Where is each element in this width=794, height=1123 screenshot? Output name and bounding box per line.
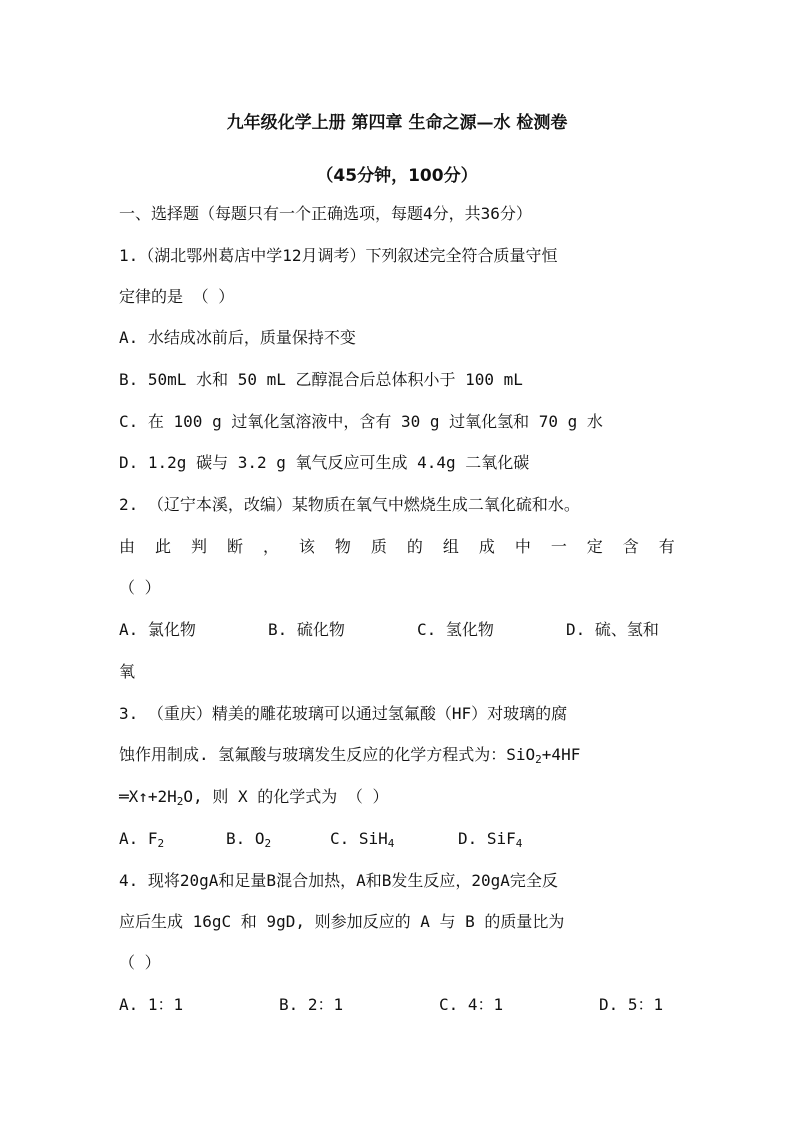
q2-char: 断 [226,537,243,556]
q2-char: 定 [586,537,603,556]
q2-char: 成 [478,537,495,556]
q2-option-a: A. 氯化物 [119,620,196,639]
q4-stem-line2: 应后生成 16gC 和 9gD, 则参加反应的 A 与 B 的质量比为 [119,912,565,931]
q2-stem-line2 [119,537,675,557]
q2-char: 物 [334,537,351,556]
q2-option-d: D. 硫、氢和 [566,620,659,639]
q1-option-b: B. 50mL 水和 50 mL 乙醇混合后总体积小于 100 mL [119,370,523,389]
q1-option-c: C. 在 100 g 过氧化氢溶液中，含有 30 g 过氧化氢和 70 g 水 [119,412,603,431]
q4-option-c: C. 4：1 [439,995,504,1014]
q4-option-a: A. 1：1 [119,995,184,1014]
q2-char: 中 [514,537,531,556]
q2-char: 判 [190,537,207,556]
q2-char: 组 [442,537,459,556]
q4-option-b: B. 2：1 [279,995,344,1014]
document-subtitle: （45分钟，100分） [316,166,478,186]
q3-stem-line1: 3. （重庆）精美的雕花玻璃可以通过氢氟酸（HF）对玻璃的腐 [119,704,568,723]
q2-char: 质 [370,537,387,556]
q3-stem-line2: 蚀作用制成. 氢氟酸与玻璃发生反应的化学方程式为：SiO$_2$+4HF [119,745,581,766]
q2-stem-line1: 2. （辽宁本溪，改编）某物质在氧气中燃烧生成二氧化硫和水。 [119,495,580,514]
q3-option-d: D. SiF$_4$ [458,829,523,850]
q2-option-b: B. 硫化物 [268,620,345,639]
q2-char: 的 [406,537,423,556]
q2-char: 有 [658,537,675,556]
q1-option-d: D. 1.2g 碳与 3.2 g 氧气反应可生成 4.4g 二氧化碳 [119,453,530,472]
q2-char: 含 [622,537,639,556]
q2-char: 此 [154,537,171,556]
q2-char: ， [262,537,279,556]
q1-stem-line2: 定律的是 （ ） [119,287,235,306]
q2-char: 一 [550,537,567,556]
q3-stem-line3: $═X↑+2H_2O$, 则 X 的化学式为 （ ） [119,787,389,808]
q1-stem-line1: 1.（湖北鄂州葛店中学12月调考）下列叙述完全符合质量守恒 [119,246,558,265]
q2-char: 由 [119,537,136,556]
q2-char: 该 [298,537,315,556]
q4-stem-line1: 4. 现将20gA和足量B混合加热，A和B发生反应，20gA完全反 [119,871,558,890]
document-title: 九年级化学上册 第四章 生命之源—水 检测卷 [226,113,568,133]
q3-option-c: C. SiH$_4$ [330,829,395,850]
q4-answer-blank: （ ） [119,953,161,972]
q4-option-d: D. 5：1 [599,995,664,1014]
q2-option-c: C. 氢化物 [417,620,494,639]
section-heading: 一、选择题（每题只有一个正确选项，每题4分，共36分） [119,204,532,223]
q2-option-d-continued: 氧 [119,662,136,681]
q3-option-a: A. $F_2$ [119,829,165,850]
q2-answer-blank: （ ） [119,578,161,597]
q1-option-a: A. 水结成冰前后，质量保持不变 [119,328,356,347]
q3-option-b: B. $O_2$ [226,829,272,850]
